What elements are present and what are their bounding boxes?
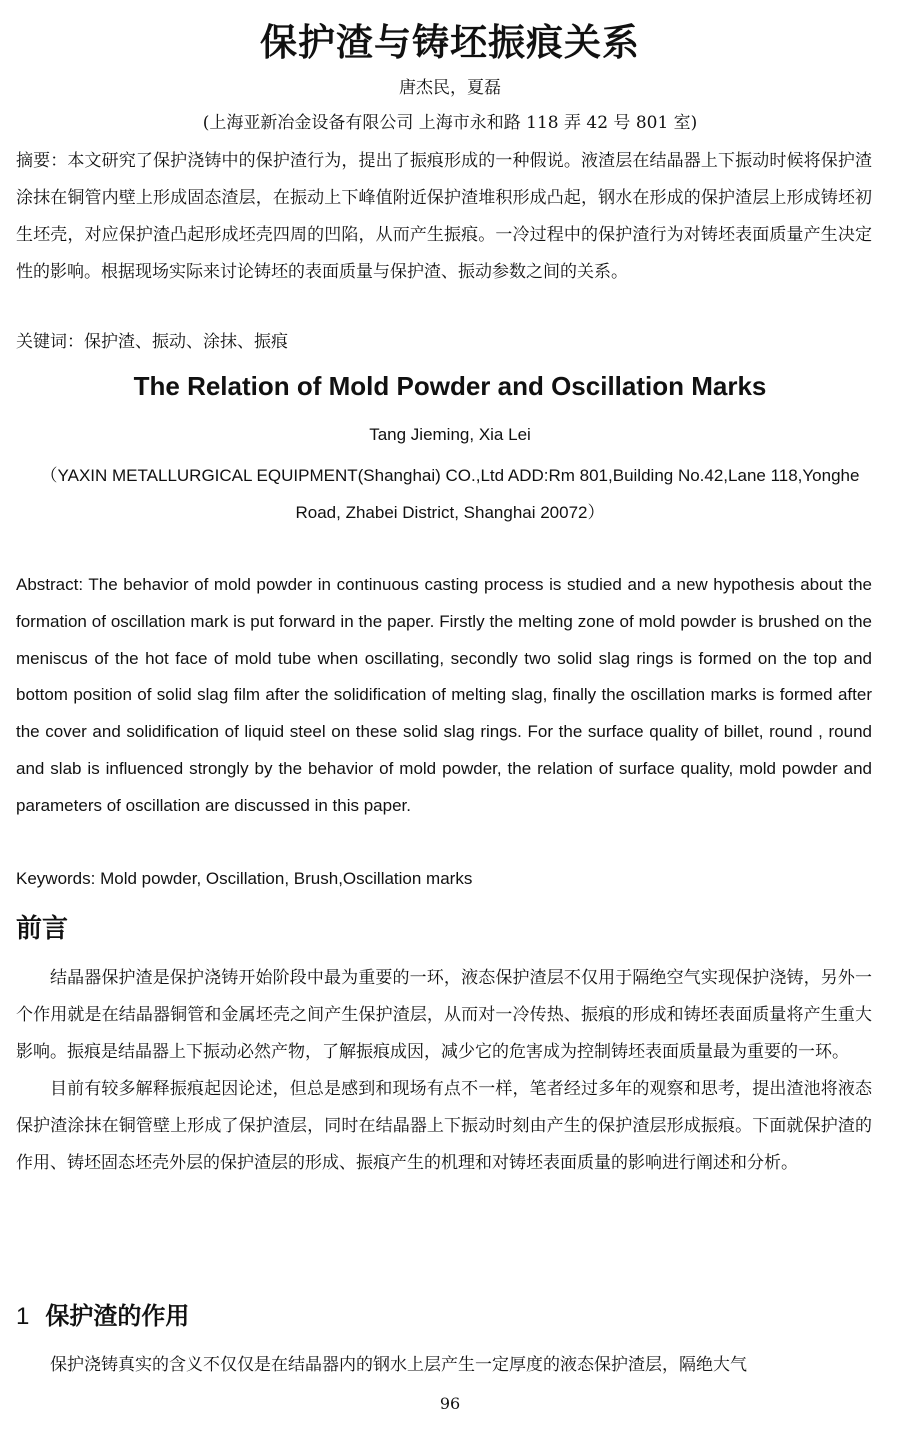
preface-paragraph: 目前有较多解释振痕起因论述，但总是感到和现场有点不一样，笔者经过多年的观察和思考，提出渣池将液态保护渣涂抹在铜管壁上形成了保护渣层，同时在结晶器上下振动时刻由产生的保护渣层形成振痕。下面就保护渣的作用、铸坯固态坯壳外层的保护渣层的形成、振痕产生的机理和对铸坯表面质量的影响进行阐述和分析。 bbox=[16, 1079, 872, 1173]
chinese-authors: 唐杰民，夏磊 bbox=[399, 78, 501, 98]
chinese-title: 保护渣与铸坯振痕关系 bbox=[260, 20, 640, 64]
english-title: The Relation of Mold Powder and Oscillation Marks bbox=[133, 371, 767, 401]
chinese-affiliation: (上海亚新冶金设备有限公司 上海市永和路 118 弄 42 号 801 室) bbox=[202, 113, 698, 133]
english-affiliation: （YAXIN METALLURGICAL EQUIPMENT(Shanghai) CO.,Ltd ADD:Rm 801,Building No.42,Lane 118,Yonghe Road, Zhabei District, Shanghai 20072） bbox=[40, 466, 860, 522]
english-keywords: Keywords: Mold powder, Oscillation, Brush,Oscillation marks bbox=[16, 869, 473, 888]
section-heading bbox=[16, 1296, 189, 1331]
chinese-keywords: 关键词：保护渣、振动、涂抹、振痕 bbox=[16, 332, 288, 352]
section-title: 保护渣的作用 bbox=[45, 1301, 190, 1330]
page-number: 96 bbox=[439, 1394, 461, 1413]
english-abstract: Abstract: The behavior of mold powder in continuous casting process is studied and a new hypothesis about the formation of oscillation mark is put forward in the paper. Firstly the melting zone of mold powder is brushed on the meniscus of the hot face of mold tube when oscillating, secondly two solid slag rings is formed on the top and bottom position of solid slag film after the solidification of melting slag, finally the oscillation marks is formed after the cover and solidification of liquid steel on these solid slag rings. For the surface quality of billet, round , round and slab is influenced strongly by the behavior of mold powder, the relation of surface quality, mold powder and parameters of oscillation are discussed in this paper. bbox=[16, 575, 872, 815]
preface-paragraph: 结晶器保护渣是保护浇铸开始阶段中最为重要的一环，液态保护渣层不仅用于隔绝空气实现保护浇铸，另外一个作用就是在结晶器铜管和金属坯壳之间产生保护渣层，从而对一冷传热、振痕的形成和铸坯表面质量将产生重大影响。振痕是结晶器上下振动必然产物，了解振痕成因，减少它的危害成为控制铸坯表面质量最为重要的一环。 bbox=[16, 968, 872, 1062]
preface-body bbox=[16, 960, 872, 1182]
section-paragraph: 保护浇铸真实的含义不仅仅是在结晶器内的钢水上层产生一定厚度的液态保护渣层，隔绝大气 bbox=[50, 1355, 747, 1375]
section-number: 1 bbox=[16, 1303, 30, 1330]
preface-heading: 前言 bbox=[16, 914, 69, 944]
english-authors: Tang Jieming, Xia Lei bbox=[369, 425, 531, 444]
chinese-abstract: 摘要：本文研究了保护浇铸中的保护渣行为，提出了振痕形成的一种假说。液渣层在结晶器上下振动时候将保护渣涂抹在铜管内壁上形成固态渣层，在振动上下峰值附近保护渣堆积形成凸起，钢水在形成的保护渣层上形成铸坯初生坯壳，对应保护渣凸起形成坯壳四周的凹陷，从而产生振痕。一冷过程中的保护渣行为对铸坯表面质量产生决定性的影响。根据现场实际来讨论铸坯的表面质量与保护渣、振动参数之间的关系。 bbox=[16, 151, 872, 282]
